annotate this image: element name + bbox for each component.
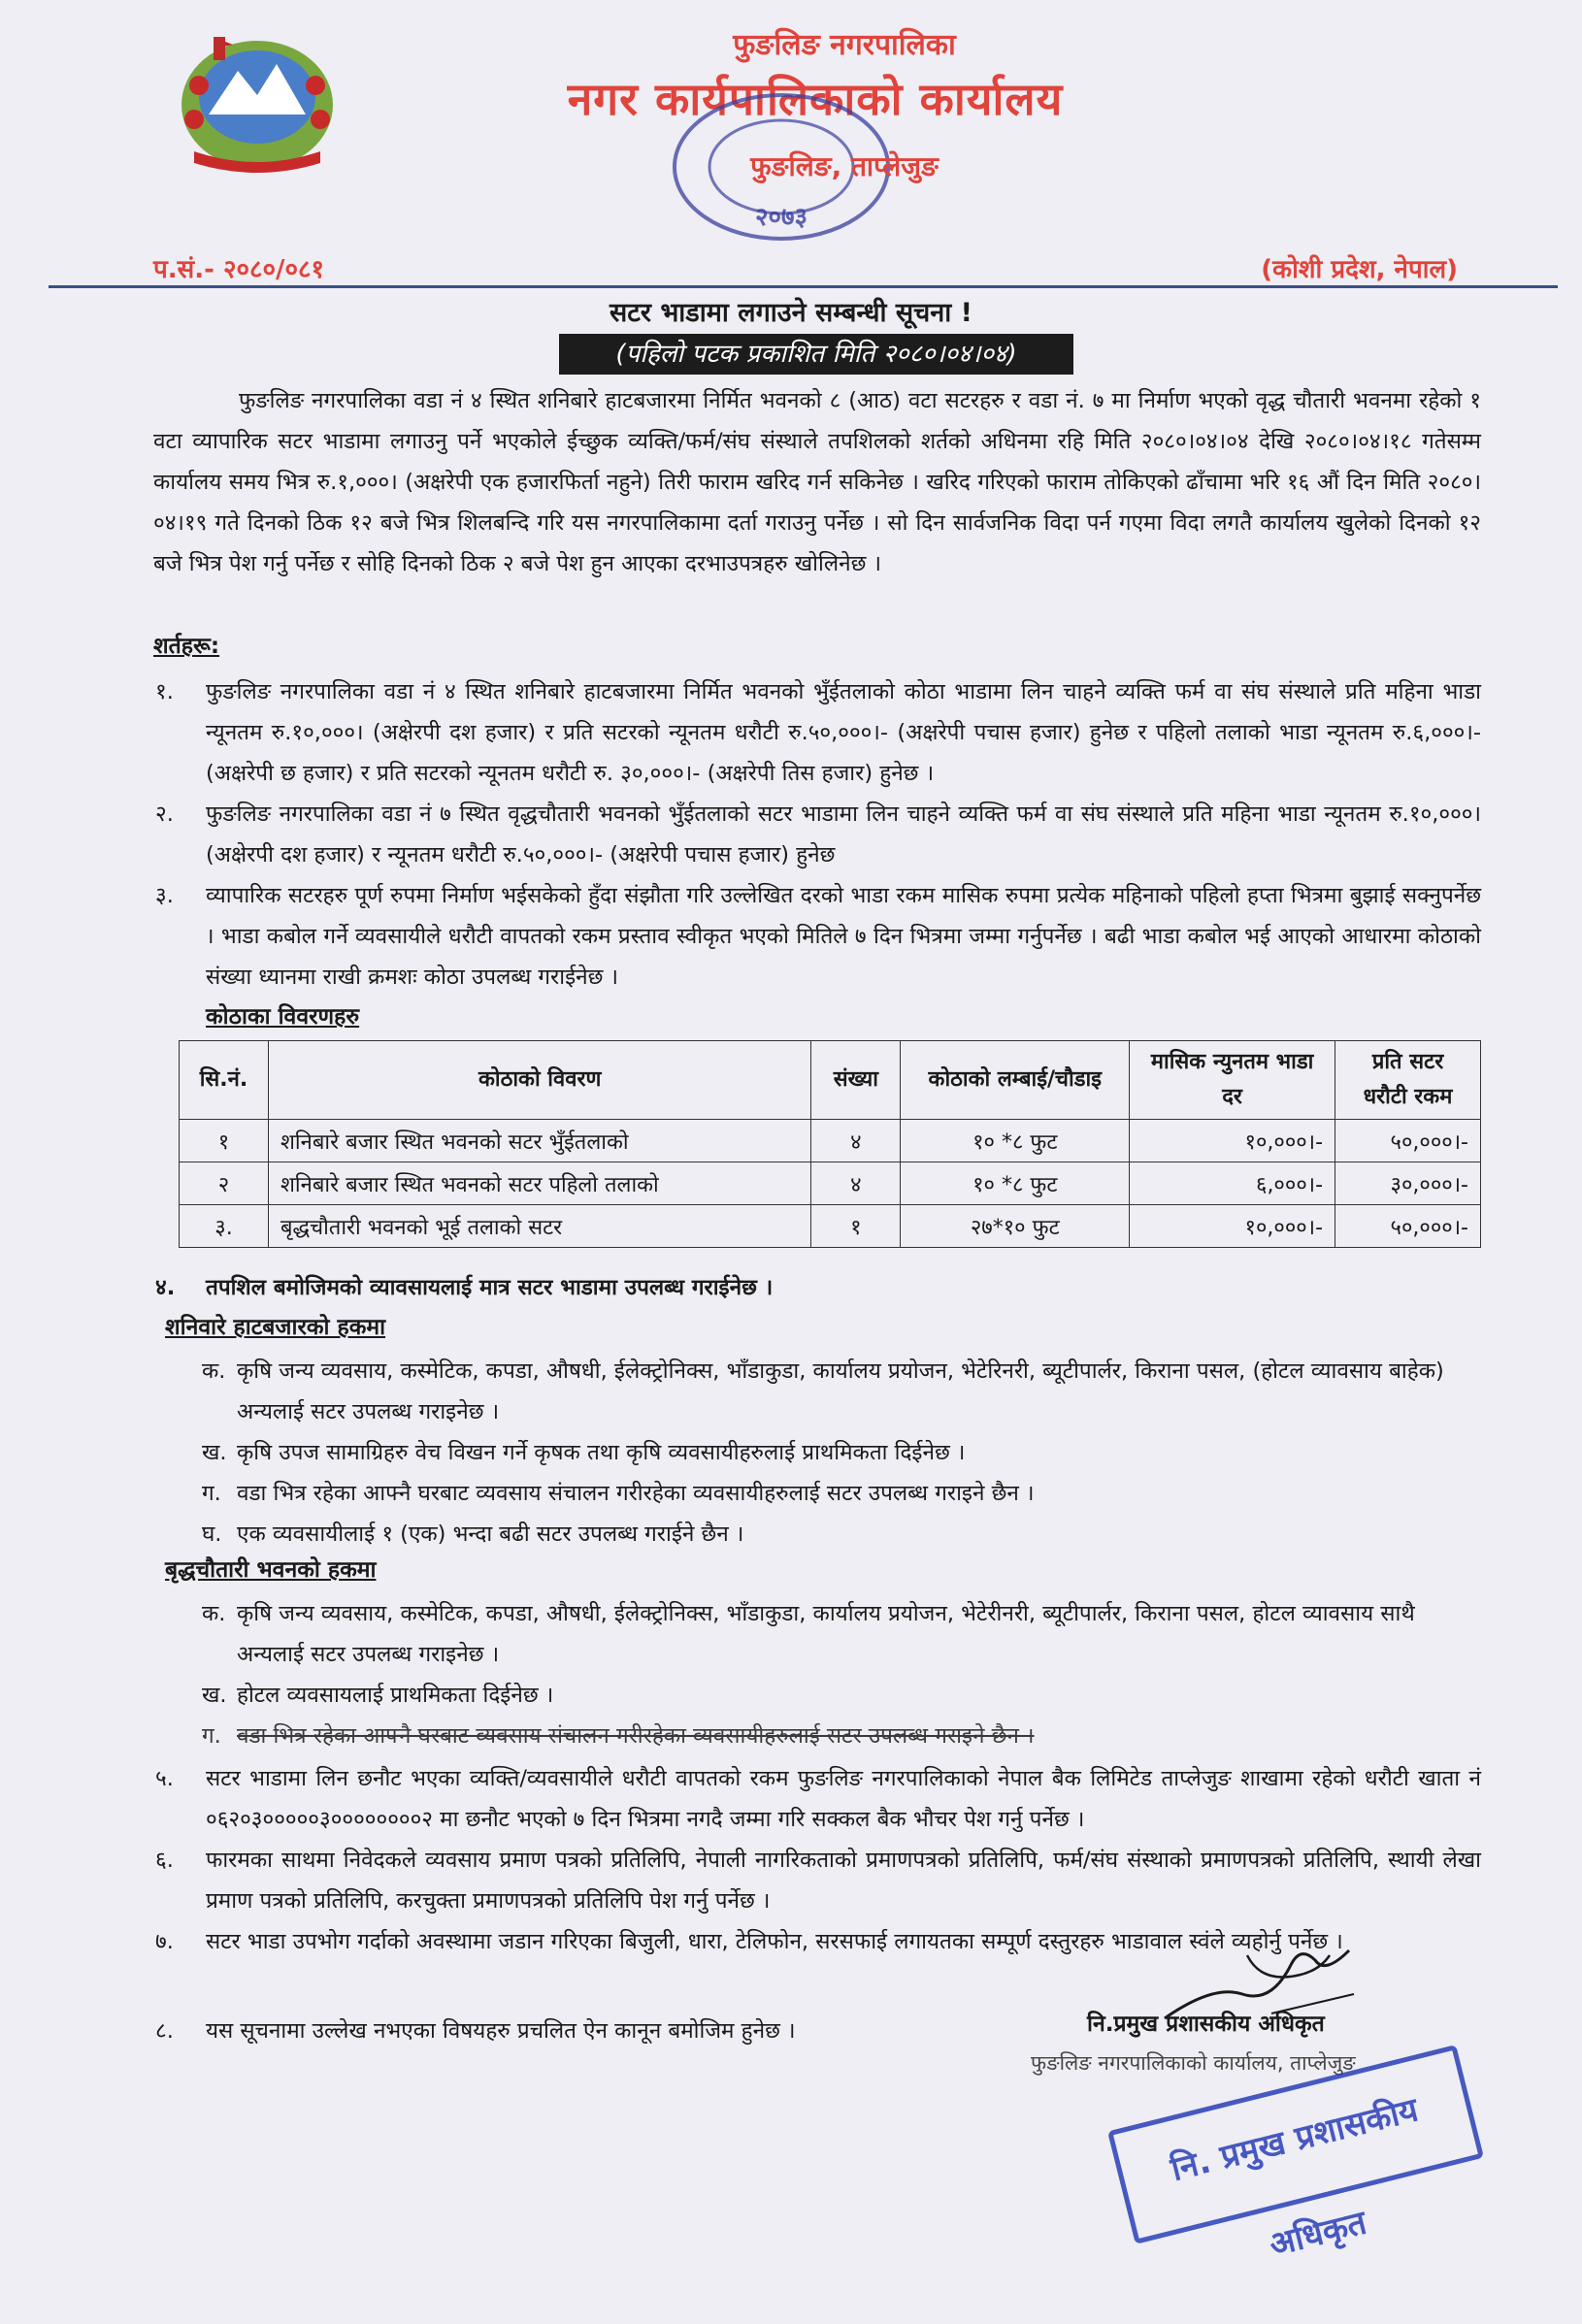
condition-number: ४. [155,1275,176,1300]
svg-text:२०७३: २०७३ [754,203,808,232]
cell-rent: १०,०००।- [1130,1205,1335,1248]
signatory-office: फुङलिङ नगरपालिकाको कार्यालय, ताप्लेजुङ [1031,2051,1356,2075]
col-description: कोठाको विवरण [268,1041,810,1120]
condition-text: यस सूचनामा उल्लेख नभएका विषयहरु प्रचलित ऐन कानून बमोजिम हुनेछ । [206,2018,796,2044]
municipality-name: फुङलिङ नगरपालिका [733,28,956,62]
cell-deposit: ५०,०००।- [1335,1205,1481,1248]
list-item [202,1593,1481,1675]
item-letter: क. [202,1358,226,1384]
condition-text: सटर भाडामा लिन छनौट भएका व्यक्ति/व्यवसायीले धरौटी वापतको रकम फुङलिङ नगरपालिकाको नेपाल बैक लिमिटेड ताप्लेजुङ शाखामा रहेको धरौटी खाता नं ०६२०३०००००३००००००००२ मा छनौट भएको ७ दिन भित्रमा नगदै जम्मा गरि सक्कल बैक भौचर पेश गर्नु पर्नेछ । [206,1766,1481,1832]
table-heading: कोठाका विवरणहरु [206,1004,360,1030]
condition-number: ६. [155,1848,174,1873]
item-text: होटल व्यवसायलाई प्राथमिकता दिईनेछ । [237,1683,554,1708]
office-name: नगर कार्यपालिकाको कार्यालय [567,73,1064,125]
condition-text: फुङलिङ नगरपालिका वडा नं ७ स्थित वृद्धचौतारी भवनको भुँईतलाको सटर भाडामा लिन चाहने व्यक्ति फर्म वा संघ संस्थाले प्रति महिना भाडा न्यूनतम रु.१०,०००। (अक्षेरपी दश हजार) र न्यूनतम धरौटी रु.५०,०००।- (अक्षरेपी पचास हजार) हुनेछ [206,802,1481,867]
cell-size: २७*१० फुट [901,1205,1130,1248]
item-text: कृषि जन्य व्यवसाय, कस्मेटिक, कपडा, औषधी, ईलेक्ट्रोनिक्स, भाँडाकुडा, कार्यालय प्रयोजन, भेटेरीनरी, ब्यूटीपार्लर, किराना पसल, होटल व्यावसाय साथै अन्यलाई सटर उपलब्ध गराइनेछ । [237,1601,1415,1667]
briddha-heading: बृद्धचौतारी भवनको हकमा [165,1557,377,1583]
condition-item [155,1758,1481,1840]
condition-item [155,671,1481,794]
cell-description: शनिबारे बजार स्थित भवनको सटर पहिलो तलाको [268,1162,810,1205]
notice-title: सटर भाडामा लगाउने सम्बन्धी सूचना ! [610,298,972,328]
nepal-emblem-icon [175,27,340,173]
item-text: कृषि जन्य व्यवसाय, कस्मेटिक, कपडा, औषधी, ईलेक्ट्रोनिक्स, भाँडाकुडा, कार्यालय प्रयोजन, भेटेरिनरी, ब्यूटीपार्लर, किराना पसल, (होटल व्यावसाय बाहेक) अन्यलाई सटर उपलब्ध गराइनेछ । [237,1358,1444,1424]
shanibare-list [202,1351,1481,1555]
list-item [202,1473,1481,1514]
condition-text: फुङलिङ नगरपालिका वडा नं ४ स्थित शनिबारे हाटबजारमा निर्मित भवनको भुँईतलाको कोठा भाडामा लिन चाहने व्यक्ति फर्म वा संघ संस्थाले प्रति महिना भाडा न्यूनतम रु.१०,०००। (अक्षेरपी दश हजार) र प्रति सटरको न्यूनतम धरौटी रु.५०,०००।- (अक्षरेपी पचास हजार) हुनेछ र पहिलो तलाको भाडा न्यूनतम रु.६,०००।- (अक्षरेपी छ हजार) र प्रति सटरको न्यूनतम धरौटी रु. ३०,०००।- (अक्षरेपी तिस हजार) हुनेछ । [206,679,1481,786]
col-count: संख्या [811,1041,901,1120]
cell-size: १० *८ फुट [901,1120,1130,1162]
col-size: कोठाको लम्बाई/चौडाइ [901,1041,1130,1120]
condition-text: व्यापारिक सटरहरु पूर्ण रुपमा निर्माण भईसकेको हुँदा संझौता गरि उल्लेखित दरको भाडा रकम मासिक रुपमा प्रत्येक महिनाको पहिलो हप्ता भित्रमा बुझाई सक्नुपर्नेछ । भाडा कबोल गर्ने व्यवसायीले धरौटी वापतको रकम प्रस्ताव स्वीकृत भएको मितिले ७ दिन भित्रमा जम्मा गर्नुपर्नेछ । बढी भाडा कबोल भई आएको आधारमा कोठाको संख्या ध्यानमा राखी क्रमशः कोठा उपलब्ध गराईनेछ । [206,883,1481,990]
table-row [180,1120,1481,1162]
condition-item [155,2011,932,2051]
cell-rent: १०,०००।- [1130,1120,1335,1162]
condition-number: ५. [155,1766,174,1791]
condition-item [155,1267,1481,1308]
cell-serial: ३. [180,1205,269,1248]
table-row [180,1205,1481,1248]
cell-description: बृद्धचौतारी भवनको भूई तलाको सटर [268,1205,810,1248]
item-letter: घ. [202,1522,222,1547]
shanibare-heading: शनिवारे हाटबजारको हकमा [165,1315,386,1340]
condition-number: ३. [155,883,174,908]
item-letter: ख. [202,1683,227,1708]
condition-text: तपशिल बमोजिमको व्यावसायलाई मात्र सटर भाडामा उपलब्ध गराईनेछ । [206,1275,774,1300]
cell-rent: ६,०००।- [1130,1162,1335,1205]
condition-item [155,794,1481,875]
table-header-row [180,1041,1481,1120]
signatory-title: नि.प्रमुख प्रशासकीय अधिकृत [1087,2012,1325,2037]
cell-serial: १ [180,1120,269,1162]
province-label: (कोशी प्रदेश, नेपाल) [1261,255,1458,284]
cell-size: १० *८ फुट [901,1162,1130,1205]
item-text: एक व्यवसायीलाई १ (एक) भन्दा बढी सटर उपलब्ध गराईने छैन । [237,1522,744,1547]
item-letter: क. [202,1601,226,1626]
published-date-banner: (पहिलो पटक प्रकाशित मिति २०८०।०४।०४) [559,334,1073,375]
list-item [202,1675,1481,1716]
condition-item [155,1840,1481,1921]
condition-text: फारमका साथमा निवेदकले व्यवसाय प्रमाण पत्रको प्रतिलिपि, नेपाली नागरिकताको प्रमाणपत्रको प्रतिलिपि, फर्म/संघ संस्थाको प्रमाणपत्रको प्रतिलिपि, स्थायी लेखा प्रमाण पत्रको प्रतिलिपि, करचुक्ता प्रमाणपत्रको प्रतिलिपि पेश गर्नु पर्नेछ । [206,1848,1481,1914]
condition-number: ८. [155,2018,174,2044]
item-text: वडा भित्र रहेका आफ्नै घरबाट व्यवसाय संचालन गरीरहेका व्यवसायीहरुलाई सटर उपलब्ध गराइने छैन । [237,1723,1035,1749]
cell-deposit: ५०,०००।- [1335,1120,1481,1162]
condition-number: ७. [155,1929,174,1954]
official-stamp: नि. प्रमुख प्रशासकीय अधिकृत [1107,2045,1484,2244]
cell-count: ४ [811,1162,901,1205]
intro-paragraph: फुङलिङ नगरपालिका वडा नं ४ स्थित शनिबारे हाटबजारमा निर्मित भवनको ८ (आठ) वटा सटरहरु र वडा नं. ७ मा निर्माण भएको वृद्ध चौतारी भवनमा रहेको १ वटा व्यापारिक सटर भाडामा लगाउनु पर्ने भएकोले ईच्छुक व्यक्ति/फर्म/संघ संस्थाले तपशिलको शर्तको अधिनमा रहि मिति २०८०।०४।०४ देखि २०८०।०४।१८ गतेसम्म कार्यालय समय भित्र रु.१,०००। (अक्षरेपी एक हजारफिर्ता नहुने) तिरी फाराम खरिद गर्न सकिनेछ । खरिद गरिएको फाराम तोकिएको ढाँचामा भरि १६ औं दिन मिति २०८०।०४।१९ गते दिनको ठिक १२ बजे भित्र शिलबन्दि गरि यस नगरपालिकामा दर्ता गराउनु पर्नेछ । सो दिन सार्वजनिक विदा पर्न गएमा विदा लगतै कार्यालय खुलेको दिनको १२ बजे भित्र पेश गर्नु पर्नेछ र सोहि दिनको ठिक २ बजे पेश हुन आएका दरभाउपत्रहरु खोलिनेछ । [153,388,1481,576]
col-serial: सि.नं. [180,1041,269,1120]
conditions-heading: शर्तहरू: [153,634,220,659]
cell-count: १ [811,1205,901,1248]
table-row [180,1162,1481,1205]
condition-number: १. [155,679,174,704]
col-rent: मासिक न्युनतम भाडा दर [1130,1041,1335,1120]
reference-number: प.सं.- २०८०/०८१ [153,255,325,284]
condition-number: २. [155,802,174,827]
list-item [202,1514,1481,1555]
condition-item [155,875,1481,998]
list-item [202,1432,1481,1473]
cell-count: ४ [811,1120,901,1162]
cell-deposit: ३०,०००।- [1335,1162,1481,1205]
briddha-list [202,1593,1481,1756]
condition-text: सटर भाडा उपभोग गर्दाको अवस्थामा जडान गरिएका बिजुली, धारा, टेलिफोन, सरसफाई लगायतका सम्पूर्ण दस्तुरहरु भाडावाल स्वंले व्यहोर्नु पर्नेछ । [206,1929,1343,1954]
cell-description: शनिबारे बजार स्थित भवनको सटर भुँईतलाको [268,1120,810,1162]
item-letter: ख. [202,1440,227,1465]
cell-serial: २ [180,1162,269,1205]
item-letter: ग. [202,1481,221,1506]
office-address: फुङलिङ, ताप्लेजुङ [750,150,939,182]
item-text: वडा भित्र रहेका आफ्नै घरबाट व्यवसाय संचालन गरीरहेका व्यवसायीहरुलाई सटर उपलब्ध गराइने छैन । [237,1481,1035,1506]
item-letter: ग. [202,1723,221,1749]
item-text: कृषि उपज सामाग्रिहरु वेच विखन गर्ने कृषक तथा कृषि व्यवसायीहरुलाई प्राथमिकता दिईनेछ । [237,1440,966,1465]
rooms-table [179,1040,1481,1248]
list-item [202,1351,1481,1432]
header-divider [49,285,1558,288]
col-deposit: प्रति सटर धरौटी रकम [1335,1041,1481,1120]
list-item-struck [202,1716,1481,1756]
